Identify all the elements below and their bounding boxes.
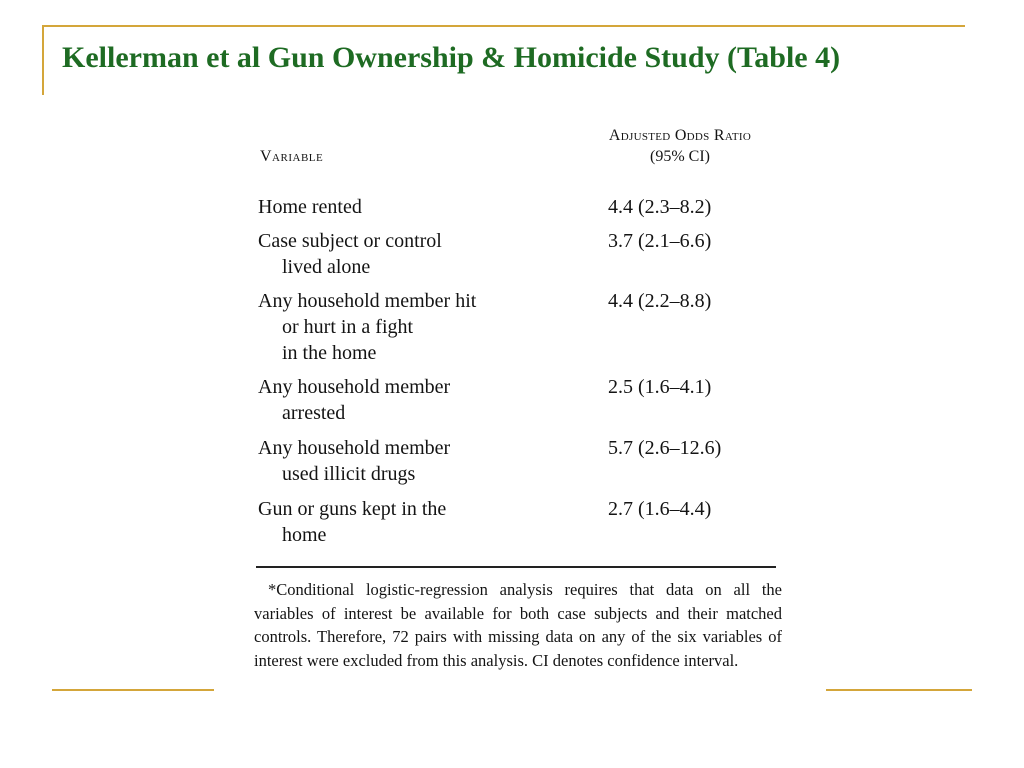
row-odds-ratio: 5.7 (2.6–12.6) [608,437,722,459]
row-odds-ratio: 2.5 (1.6–4.1) [608,376,712,398]
bottom-left-rule [52,689,214,691]
row-variable [258,374,548,426]
row-variable [258,496,548,548]
frame-top-rule [42,25,965,27]
row-variable [258,194,548,220]
odds-ratio-table [240,120,800,700]
row-odds-ratio: 2.7 (1.6–4.4) [608,498,712,520]
row-variable [258,228,548,280]
bottom-right-rule [826,689,972,691]
table-footnote: *Conditional logistic-regression analysis requires that data on all the variables of interest be available for both case subjects and their matched controls. Therefore, 72 pairs with missing data on any of the six variables of interest were excluded from this analysis. CI denotes confidence interval. [254,580,782,670]
row-variable-line: arrested [282,402,346,424]
row-variable-line: or hurt in a fight [282,316,414,338]
table-bottom-rule [256,566,776,568]
column-header-odds-ratio-line1: Adjusted Odds Ratio [608,127,752,144]
slide-title: Kellerman et al Gun Ownership & Homicide Study (Table 4) [62,41,841,74]
row-variable-line: used illicit drugs [282,463,416,485]
row-odds-ratio: 4.4 (2.2–8.8) [608,290,712,312]
row-variable [258,288,548,366]
column-header-variable: Variable [260,148,324,165]
row-variable-line: Case subject or control [258,230,442,252]
row-variable-line: Home rented [258,196,362,218]
row-variable-line: Gun or guns kept in the [258,498,447,520]
row-variable-line: Any household member hit [258,290,477,312]
column-header-odds-ratio [580,125,780,167]
frame-left-rule [42,25,44,95]
row-variable-line: Any household member [258,376,451,398]
row-odds-ratio: 3.7 (2.1–6.6) [608,230,712,252]
row-variable-line: Any household member [258,437,451,459]
row-variable-line: in the home [282,342,377,364]
row-odds-ratio: 4.4 (2.3–8.2) [608,196,712,218]
column-header-odds-ratio-line2: (95% CI) [650,148,710,165]
row-variable-line: home [282,524,327,546]
row-variable-line: lived alone [282,256,371,278]
row-variable [258,435,548,487]
